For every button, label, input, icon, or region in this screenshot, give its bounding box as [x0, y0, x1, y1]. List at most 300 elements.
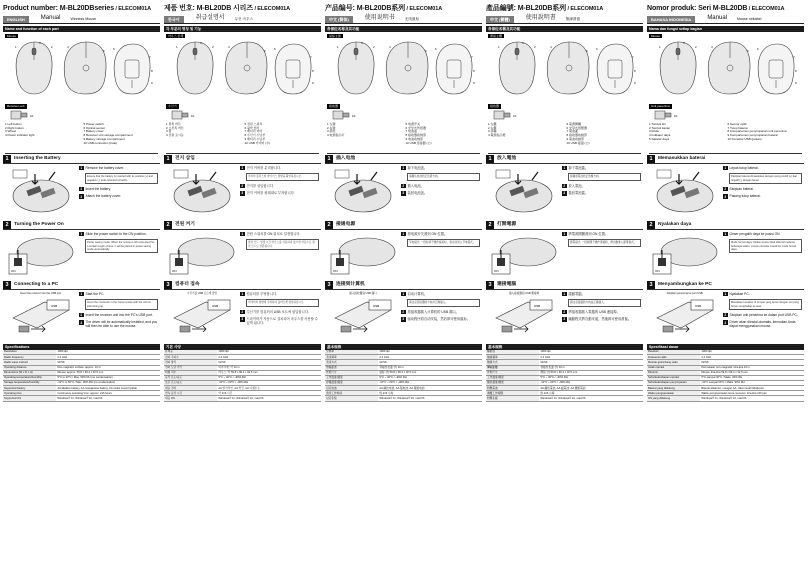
svg-text:USB: USB — [534, 304, 541, 309]
usb-caption: Sisipkan penerima ke port USB. — [666, 291, 704, 295]
spec-label: 儲存溫度/濕度 — [486, 380, 539, 385]
part-item: 3 휠 — [166, 129, 172, 134]
specifications — [3, 344, 160, 402]
spec-value: GFSK — [700, 360, 804, 365]
svg-text:9: 9 — [151, 81, 153, 86]
spec-title: Spesifikasi dasar — [647, 344, 804, 350]
step-number: 2 — [563, 183, 566, 188]
part-item: 3 滚轮 — [327, 129, 336, 134]
spec-value: Windows® 11, Windows® 10, macOS — [217, 396, 321, 401]
step-text: 전지 커버를 분리합니다. — [246, 165, 282, 170]
step-item — [401, 191, 480, 196]
svg-text:USB: USB — [373, 304, 380, 309]
note-box: 请注意连接器的方向并正确插入。 — [407, 299, 480, 306]
svg-text:ON: ON — [172, 268, 177, 273]
manual-header — [325, 15, 482, 24]
spec-value: -10°C ~ 60°C / ~90% RH — [378, 380, 482, 385]
svg-text:3: 3 — [683, 41, 685, 46]
step-text: Slide the power switch to the ON position. — [85, 231, 147, 236]
svg-text:2: 2 — [212, 45, 214, 50]
mouse-diagram — [3, 38, 160, 102]
section-steps — [240, 166, 319, 218]
step-number: 1 — [402, 166, 405, 171]
spec-label: 連續工作時間 — [486, 391, 539, 396]
spec-value: GFSK — [56, 360, 160, 365]
spec-title: Specifications — [3, 344, 160, 350]
spec-label: 工作溫度/濕度 — [486, 375, 539, 380]
spec-value: GFSK — [378, 360, 482, 365]
spec-label: Radio wave method — [3, 360, 56, 365]
spec-label: 동작 온도/습도 — [164, 375, 217, 380]
spec-value: 5°C to 40°C / Max. 90% RH (no condensation) — [56, 375, 160, 380]
spec-label: Metode gelombang radio — [647, 360, 700, 365]
specifications — [164, 344, 321, 402]
part-item: 1 왼쪽 버튼 — [166, 121, 181, 126]
step-text: Remove the battery cover. — [85, 165, 124, 170]
part-item: 8 Receiver unit storage compartment — [83, 133, 133, 138]
svg-text:USB: USB — [695, 304, 702, 309]
receiver-tag: 接收器 — [329, 104, 339, 109]
step-text: 将电源开关滑到 ON 位置。 — [407, 231, 448, 236]
svg-text:5: 5 — [586, 49, 588, 54]
svg-text:2: 2 — [534, 45, 536, 50]
receiver-image — [164, 109, 321, 123]
language-column — [486, 4, 643, 571]
section-title: Inserting the Battery — [14, 156, 61, 162]
section-steps — [562, 166, 641, 218]
step-text: Sisipkan baterai. — [729, 186, 754, 191]
part-item: 5 Power switch — [83, 121, 104, 126]
spec-value: Mouse: approx. 59.8 x 99.4 x 32.5 mm — [56, 370, 160, 375]
section-title: Memasukkan baterai — [658, 156, 706, 162]
parts-list — [3, 123, 160, 150]
step-text: Nyalakan PC. — [729, 291, 750, 296]
manual-subtitle: 无线鼠标 — [404, 16, 420, 21]
part-item: 7 电池盖 — [405, 129, 418, 134]
step-item — [723, 166, 802, 171]
spec-label: 보존 온도/습도 — [164, 380, 217, 385]
spec-table — [3, 350, 160, 402]
receiver-image — [647, 109, 804, 123]
receiver-tag: Receiver unit — [7, 104, 25, 109]
mouse-views-image — [164, 38, 321, 98]
spec-label: 분해능 — [164, 350, 217, 355]
svg-text:3: 3 — [39, 41, 41, 46]
step-item — [240, 232, 319, 237]
manual-title: 使用說明書 — [525, 15, 556, 22]
step-text: Insert the receiver unit into the PC's USB port. — [85, 312, 153, 317]
svg-text:USB: USB — [212, 304, 219, 309]
step-item — [79, 187, 158, 192]
spec-row — [647, 396, 804, 401]
step-text: Lepas tutup baterai. — [729, 165, 759, 170]
spec-value: -10°C ~ 60°C / ~90% RH — [539, 380, 643, 385]
power-switch-illustration — [5, 232, 77, 278]
part-item: 2 Tombol kanan — [649, 125, 671, 130]
manual-header — [164, 15, 321, 24]
step-number: 1 — [724, 292, 727, 297]
pc-connection-illustration — [166, 296, 238, 340]
section-steps — [562, 292, 641, 340]
part-item: 1 左键 — [327, 121, 336, 126]
part-item: 1 Tombol kiri — [649, 121, 666, 126]
power-switch-illustration — [166, 232, 238, 278]
product-number: 產品編號: M-BL20DB系列 / ELECOM01A — [486, 5, 604, 12]
note-box: 請注意接頭的方向並正確插入。 — [568, 299, 641, 306]
product-number: Product number: M-BL20DBseries / ELECOM01A — [3, 5, 152, 12]
svg-text:10: 10 — [513, 113, 517, 118]
section-title: 插入电池 — [336, 156, 356, 162]
receiver-image — [3, 109, 160, 123]
parts-section-title: Name and function of each part — [3, 26, 160, 32]
step-item — [401, 184, 480, 189]
mouse-views-image — [3, 38, 160, 98]
section-insert-battery: 1 전지 삽입 1 전지 커버를 분리합니다. 전지의 플러스와 마이너스 방향을 확인하십시오. 2 전지를 삽입합니다. 3 전지 커버를 원래대로 부착합니다. — [164, 156, 321, 220]
mouse-diagram — [647, 38, 804, 102]
step-text: Start the PC. — [85, 291, 105, 296]
part-item: 3 Roda — [649, 129, 659, 134]
section-steps — [240, 292, 319, 340]
battery-illustration — [649, 166, 721, 218]
spec-value: 非磁性表面: 約 10 m — [539, 365, 643, 370]
mouse-tag: Mouse — [7, 34, 17, 38]
spec-label: 无线方式 — [325, 360, 378, 365]
section-power-on: 2 전원 켜기 ON 1 전원 스위치를 ON 위치로 설정합니다. 절전 모드: 일정 시간 마우스를 사용하지 않으면 자동으로 절전 모드로 전환됩니다. — [164, 222, 321, 280]
step-number: 1 — [563, 166, 566, 171]
svg-text:5: 5 — [425, 49, 427, 54]
step-number: 1 — [724, 166, 727, 171]
spec-value: 2.4 GHz — [217, 355, 321, 360]
manual-header — [3, 15, 160, 24]
step-text: 수신기를 컴퓨터의 USB 포트에 삽입합니다. — [246, 309, 309, 314]
parts-list — [647, 123, 804, 150]
step-number: 3 — [80, 320, 83, 325]
parts-list-right — [84, 123, 159, 150]
mouse-tag: 鼠标主体 — [329, 34, 342, 38]
spec-label: 외형 치수 — [164, 370, 217, 375]
svg-text:8: 8 — [795, 69, 797, 74]
svg-text:3: 3 — [361, 41, 363, 46]
language-badge: 中文 (繁體) — [486, 16, 514, 23]
part-item: 7 Tutup baterai — [727, 125, 748, 130]
step-text: 拆下電池蓋。 — [568, 165, 589, 170]
manual-subtitle: Wireless Mouse — [70, 16, 97, 21]
spec-value: 1000 dpi — [378, 350, 482, 355]
step-item — [240, 191, 319, 196]
parts-list-left — [327, 123, 402, 150]
parts-list — [325, 123, 482, 150]
section-title: 컴퓨터 접속 — [175, 282, 200, 288]
usb-caption: 수신기를 USB 포트에 삽입 — [186, 291, 218, 295]
spec-label: 無線方式 — [486, 360, 539, 365]
spec-value: 5°C ~ 40°C / ~90% RH — [378, 375, 482, 380]
step-item — [723, 320, 802, 328]
svg-text:4: 4 — [389, 45, 391, 50]
step-number: 1 — [241, 232, 244, 237]
power-switch-illustration — [327, 232, 399, 278]
mouse-views-image — [647, 38, 804, 98]
spec-label: Dimensi — [647, 370, 700, 375]
section-steps — [79, 292, 158, 340]
spec-row — [164, 396, 321, 401]
section-steps — [723, 166, 802, 218]
spec-value: 마우스: 약 59.8 x 99.4 x 32.5 mm — [217, 370, 321, 375]
svg-text:4: 4 — [550, 45, 552, 50]
spec-label: 대응 OS — [164, 396, 217, 401]
product-number: 产品编号: M-BL20DB系列 / ELECOM01A — [325, 5, 443, 12]
step-text: Driver akan diinstal otomatis, kemudian Anda dapat menggunakan mouse. — [729, 320, 796, 329]
pc-connection-illustration — [5, 296, 77, 340]
battery-illustration — [166, 166, 238, 218]
step-number: 3 — [563, 317, 566, 322]
part-item: 4 Indikator daya — [649, 133, 671, 138]
part-item: 6 광학 센서 — [244, 125, 260, 130]
mouse-views-image — [486, 38, 643, 98]
svg-text:1: 1 — [498, 45, 500, 50]
step-number: 2 — [80, 187, 83, 192]
spec-value: Windows® 11, Windows® 10, macOS — [56, 396, 160, 401]
parts-list-left — [166, 123, 241, 150]
part-item: 5 电源开关 — [405, 121, 421, 126]
spec-title: 基本規格 — [486, 344, 643, 350]
step-text: 전원 스위치를 ON 위치로 설정합니다. — [246, 231, 301, 236]
spec-label: Radio frequency — [3, 355, 56, 360]
svg-text:USB: USB — [51, 304, 58, 309]
section-steps — [401, 166, 480, 218]
step-text: 启动计算机。 — [407, 291, 428, 296]
mouse-tag: Mouse — [651, 34, 661, 38]
part-item: 9 电池收纳部 — [405, 136, 424, 141]
part-item: 6 Sensor optik — [727, 121, 747, 126]
svg-text:6: 6 — [274, 47, 276, 52]
spec-label: 传输距离 — [325, 365, 378, 370]
spec-value: GFSK — [217, 360, 321, 365]
spec-label: Suhu/kelembapan penyimpanan — [647, 380, 700, 385]
spec-value: GFSK — [539, 360, 643, 365]
receiver-tag: 接收器 — [490, 104, 500, 109]
language-column — [3, 4, 160, 571]
note-box: Pastikan baterai dimasukkan dengan ujung positif (+) dan negatif (-) dengan benar. — [729, 173, 802, 183]
svg-text:1: 1 — [176, 45, 178, 50]
spec-value: 1000 dpi — [217, 350, 321, 355]
section-title: 連接電腦 — [497, 282, 517, 288]
language-badge: BAHASA INDONESIA — [647, 16, 695, 23]
parts-list-left — [649, 123, 724, 150]
part-item: 8 Kompartemen penyimpanan unit penerima — [727, 129, 787, 134]
step-number: 2 — [563, 309, 566, 314]
spec-label: 傳輸距離 — [486, 365, 539, 370]
specifications — [486, 344, 643, 402]
section-power-on: 2 接通电源 ON 1 将电源开关滑到 ON 位置。 节电模式: 一段时间不操作鼠标时，将自动进入节电模式。 — [325, 222, 482, 280]
parts-list — [164, 123, 321, 150]
spec-value: 5°C ~ 40°C / ~90% RH — [539, 375, 643, 380]
step-item — [240, 310, 319, 315]
manual-title: Manual — [707, 15, 727, 22]
part-item: 10 USB 커넥터 (수) — [244, 140, 271, 145]
section-title: 전지 삽입 — [175, 156, 195, 162]
mouse-diagram — [325, 38, 482, 102]
spec-value: Windows® 11, Windows® 10, macOS — [539, 396, 643, 401]
step-item — [240, 317, 319, 325]
svg-text:1: 1 — [15, 45, 17, 50]
parts-list-right — [245, 123, 320, 150]
manual-subtitle: 無線滑鼠 — [565, 16, 581, 21]
part-item: 2 Right button — [5, 125, 24, 130]
spec-value: AA 알카라인, AA 망간, AA 니켈수소 — [217, 386, 321, 391]
parts-section-title: 各部位名称及其功能 — [325, 26, 482, 32]
usb-caption: 插入接收器到 USB 端口 — [349, 291, 377, 295]
step-number: 2 — [80, 313, 83, 318]
spec-label: 전파 도달 거리 — [164, 365, 217, 370]
step-number: 3 — [80, 194, 83, 199]
step-item — [240, 292, 319, 297]
part-item: 7 배터리 커버 — [244, 129, 263, 134]
power-switch-illustration — [488, 232, 560, 278]
step-number: 1 — [563, 232, 566, 237]
power-switch-illustration — [649, 232, 721, 278]
parts-list-left — [5, 123, 80, 150]
svg-text:ON: ON — [11, 268, 16, 273]
pc-connection-illustration — [649, 296, 721, 340]
spec-label: Jarak operasi — [647, 365, 700, 370]
product-number: 제품 번호: M-BL20DB 시리즈 / ELECOM01A — [164, 5, 291, 12]
step-number: 1 — [80, 166, 83, 171]
step-item — [562, 317, 641, 322]
svg-text:8: 8 — [312, 69, 314, 74]
spec-table — [164, 350, 321, 402]
section-insert-battery: 1 Inserting the Battery 1 Remove the battery cover. Ensure that the battery is inserted with its positive (+) and negative (-) ends oriented correctly. 2 Insert the battery. 3 Attach the battery cover. — [3, 156, 160, 220]
pc-connection-illustration — [488, 296, 560, 340]
step-number: 3 — [241, 191, 244, 196]
step-number: 3 — [241, 317, 244, 322]
battery-illustration — [488, 166, 560, 218]
language-column — [325, 4, 482, 571]
svg-text:7: 7 — [310, 55, 312, 60]
spec-value: 2.4 GHz — [539, 355, 643, 360]
section-title: 连接到计算机 — [336, 282, 365, 288]
section-steps — [723, 292, 802, 340]
spec-title: 기본 사양 — [164, 344, 321, 350]
spec-label: 对应电池 — [325, 386, 378, 391]
spec-value: 滑鼠: 約 59.8 x 99.4 x 32.5 mm — [539, 370, 643, 375]
receiver-tag: 수신기 — [168, 104, 177, 109]
spec-label: 연속 동작 시간 — [164, 391, 217, 396]
step-item — [79, 232, 158, 237]
section-title: 接通电源 — [336, 222, 356, 228]
svg-text:7: 7 — [471, 55, 473, 60]
part-item: 5 전원 스위치 — [244, 121, 263, 126]
step-item — [723, 292, 802, 297]
spec-value: AA 碱性电池, AA 锰电池, AA 镍氢电池 — [378, 386, 482, 391]
svg-text:8: 8 — [634, 69, 636, 74]
manual-header — [486, 15, 643, 24]
section-title: 放入電池 — [497, 156, 517, 162]
note-box: 커넥터의 방향에 주의하여 올바르게 삽입하십시오. — [246, 299, 319, 306]
spec-label: Suhu/kelembapan operasi — [647, 375, 700, 380]
step-item — [401, 317, 480, 322]
svg-text:7: 7 — [632, 55, 634, 60]
spec-label: 连续工作时间 — [325, 391, 378, 396]
spec-label: Supported OS — [3, 396, 56, 401]
svg-text:2: 2 — [51, 45, 53, 50]
svg-text:4: 4 — [228, 45, 230, 50]
part-item: 6 光學式感應器 — [566, 125, 588, 130]
section-steps — [240, 232, 319, 278]
part-item: 2 右鍵 — [488, 125, 497, 130]
step-item — [723, 187, 802, 192]
spec-label: Resolusi — [647, 350, 700, 355]
step-item — [79, 320, 158, 328]
step-text: Insert the battery. — [85, 186, 111, 191]
section-title: Menyambungkan ke PC — [658, 282, 712, 288]
spec-value: Baterai alkali AA, mangan AA, nikel-metal hidrida AA — [700, 386, 804, 391]
spec-label: Frekuensi radio — [647, 355, 700, 360]
step-number: 1 — [402, 232, 405, 237]
spec-label: 外形尺寸 — [325, 370, 378, 375]
step-number: 3 — [724, 320, 727, 325]
spec-value: Waktu pengoperasian terus-menerus: kira-kira 216 jam — [700, 391, 804, 396]
svg-text:1: 1 — [337, 45, 339, 50]
step-text: Pasang tutup baterai. — [729, 194, 761, 199]
parts-section-title: 各部位名稱及其功能 — [486, 26, 643, 32]
product-number: Nomor produk: Seri M-BL20DB / ELECOM01A — [647, 5, 785, 12]
section-steps — [401, 232, 480, 278]
spec-value: AA alkaline battery, AA manganese battery, AA nickel metal hydride — [56, 386, 160, 391]
spec-label: Supported battery — [3, 386, 56, 391]
spec-value: 5°C sampai 40°C / Maks. 90% RH — [700, 375, 804, 380]
spec-value: 2.4 GHz — [56, 355, 160, 360]
step-number: 2 — [241, 183, 244, 188]
note-box: 节电模式: 一段时间不操作鼠标时，将自动进入节电模式。 — [407, 239, 480, 246]
spec-label: Operating distance — [3, 365, 56, 370]
svg-text:10: 10 — [30, 113, 34, 118]
step-item — [401, 292, 480, 297]
part-item: 9 電池收納部 — [566, 136, 585, 141]
spec-value: Permukaan non-magnetik: kira-kira 10 m — [700, 365, 804, 370]
section-steps — [79, 166, 158, 218]
svg-text:7: 7 — [793, 55, 795, 60]
step-text: The driver will be automatically installed, and you will then be able to use the mouse. — [85, 320, 158, 329]
step-text: Geser pengalih daya ke posisi ON. — [729, 231, 781, 236]
specifications — [325, 344, 482, 402]
spec-value: 2,4 GHz — [700, 355, 804, 360]
section-connect-pc: 3 連接電腦 插入接收器到 USB 連接埠 USB 1 啟動電腦。 請注意接頭的方向並正確插入。 2 將接收器插入電腦的 USB 連接埠。 3 驅動程式將自動安裝，然後即可使用滑鼠。 — [486, 282, 643, 342]
note-box: Masukkan konektor di tempat yang benar dengan sisi yang benar menghadap ke atas. — [729, 299, 802, 309]
manual-subtitle: 무선 마우스 — [234, 16, 253, 21]
step-text: 전지 커버를 원래대로 부착합니다. — [246, 191, 295, 196]
note-box: 節電模式: 一段時間不操作滑鼠時，將自動進入節電模式。 — [568, 239, 641, 246]
spec-label: 전파 방식 — [164, 360, 217, 365]
note-box: 전지의 플러스와 마이너스 방향을 확인하십시오. — [246, 173, 319, 180]
note-box: Power saving mode: When the mouse is left untouched for a certain length of time, it will be placed in power saving mode automatically. — [85, 239, 158, 253]
part-item: 9 Kompartemen penyimpanan baterai — [727, 133, 778, 138]
step-text: 拆下电池盖。 — [407, 165, 428, 170]
step-number: 1 — [402, 292, 405, 297]
step-item — [240, 166, 319, 171]
step-item — [79, 292, 158, 297]
step-item — [562, 166, 641, 171]
step-item — [723, 232, 802, 237]
svg-text:4: 4 — [711, 45, 713, 50]
language-badge: 中文 (简体) — [325, 16, 353, 23]
manual-title: 使用说明书 — [364, 15, 395, 22]
part-item: 7 電池蓋 — [566, 129, 579, 134]
step-item — [79, 194, 158, 199]
step-item — [562, 232, 641, 237]
language-column — [164, 4, 321, 571]
step-text: Attach the battery cover. — [85, 194, 122, 199]
step-number: 3 — [402, 191, 405, 196]
